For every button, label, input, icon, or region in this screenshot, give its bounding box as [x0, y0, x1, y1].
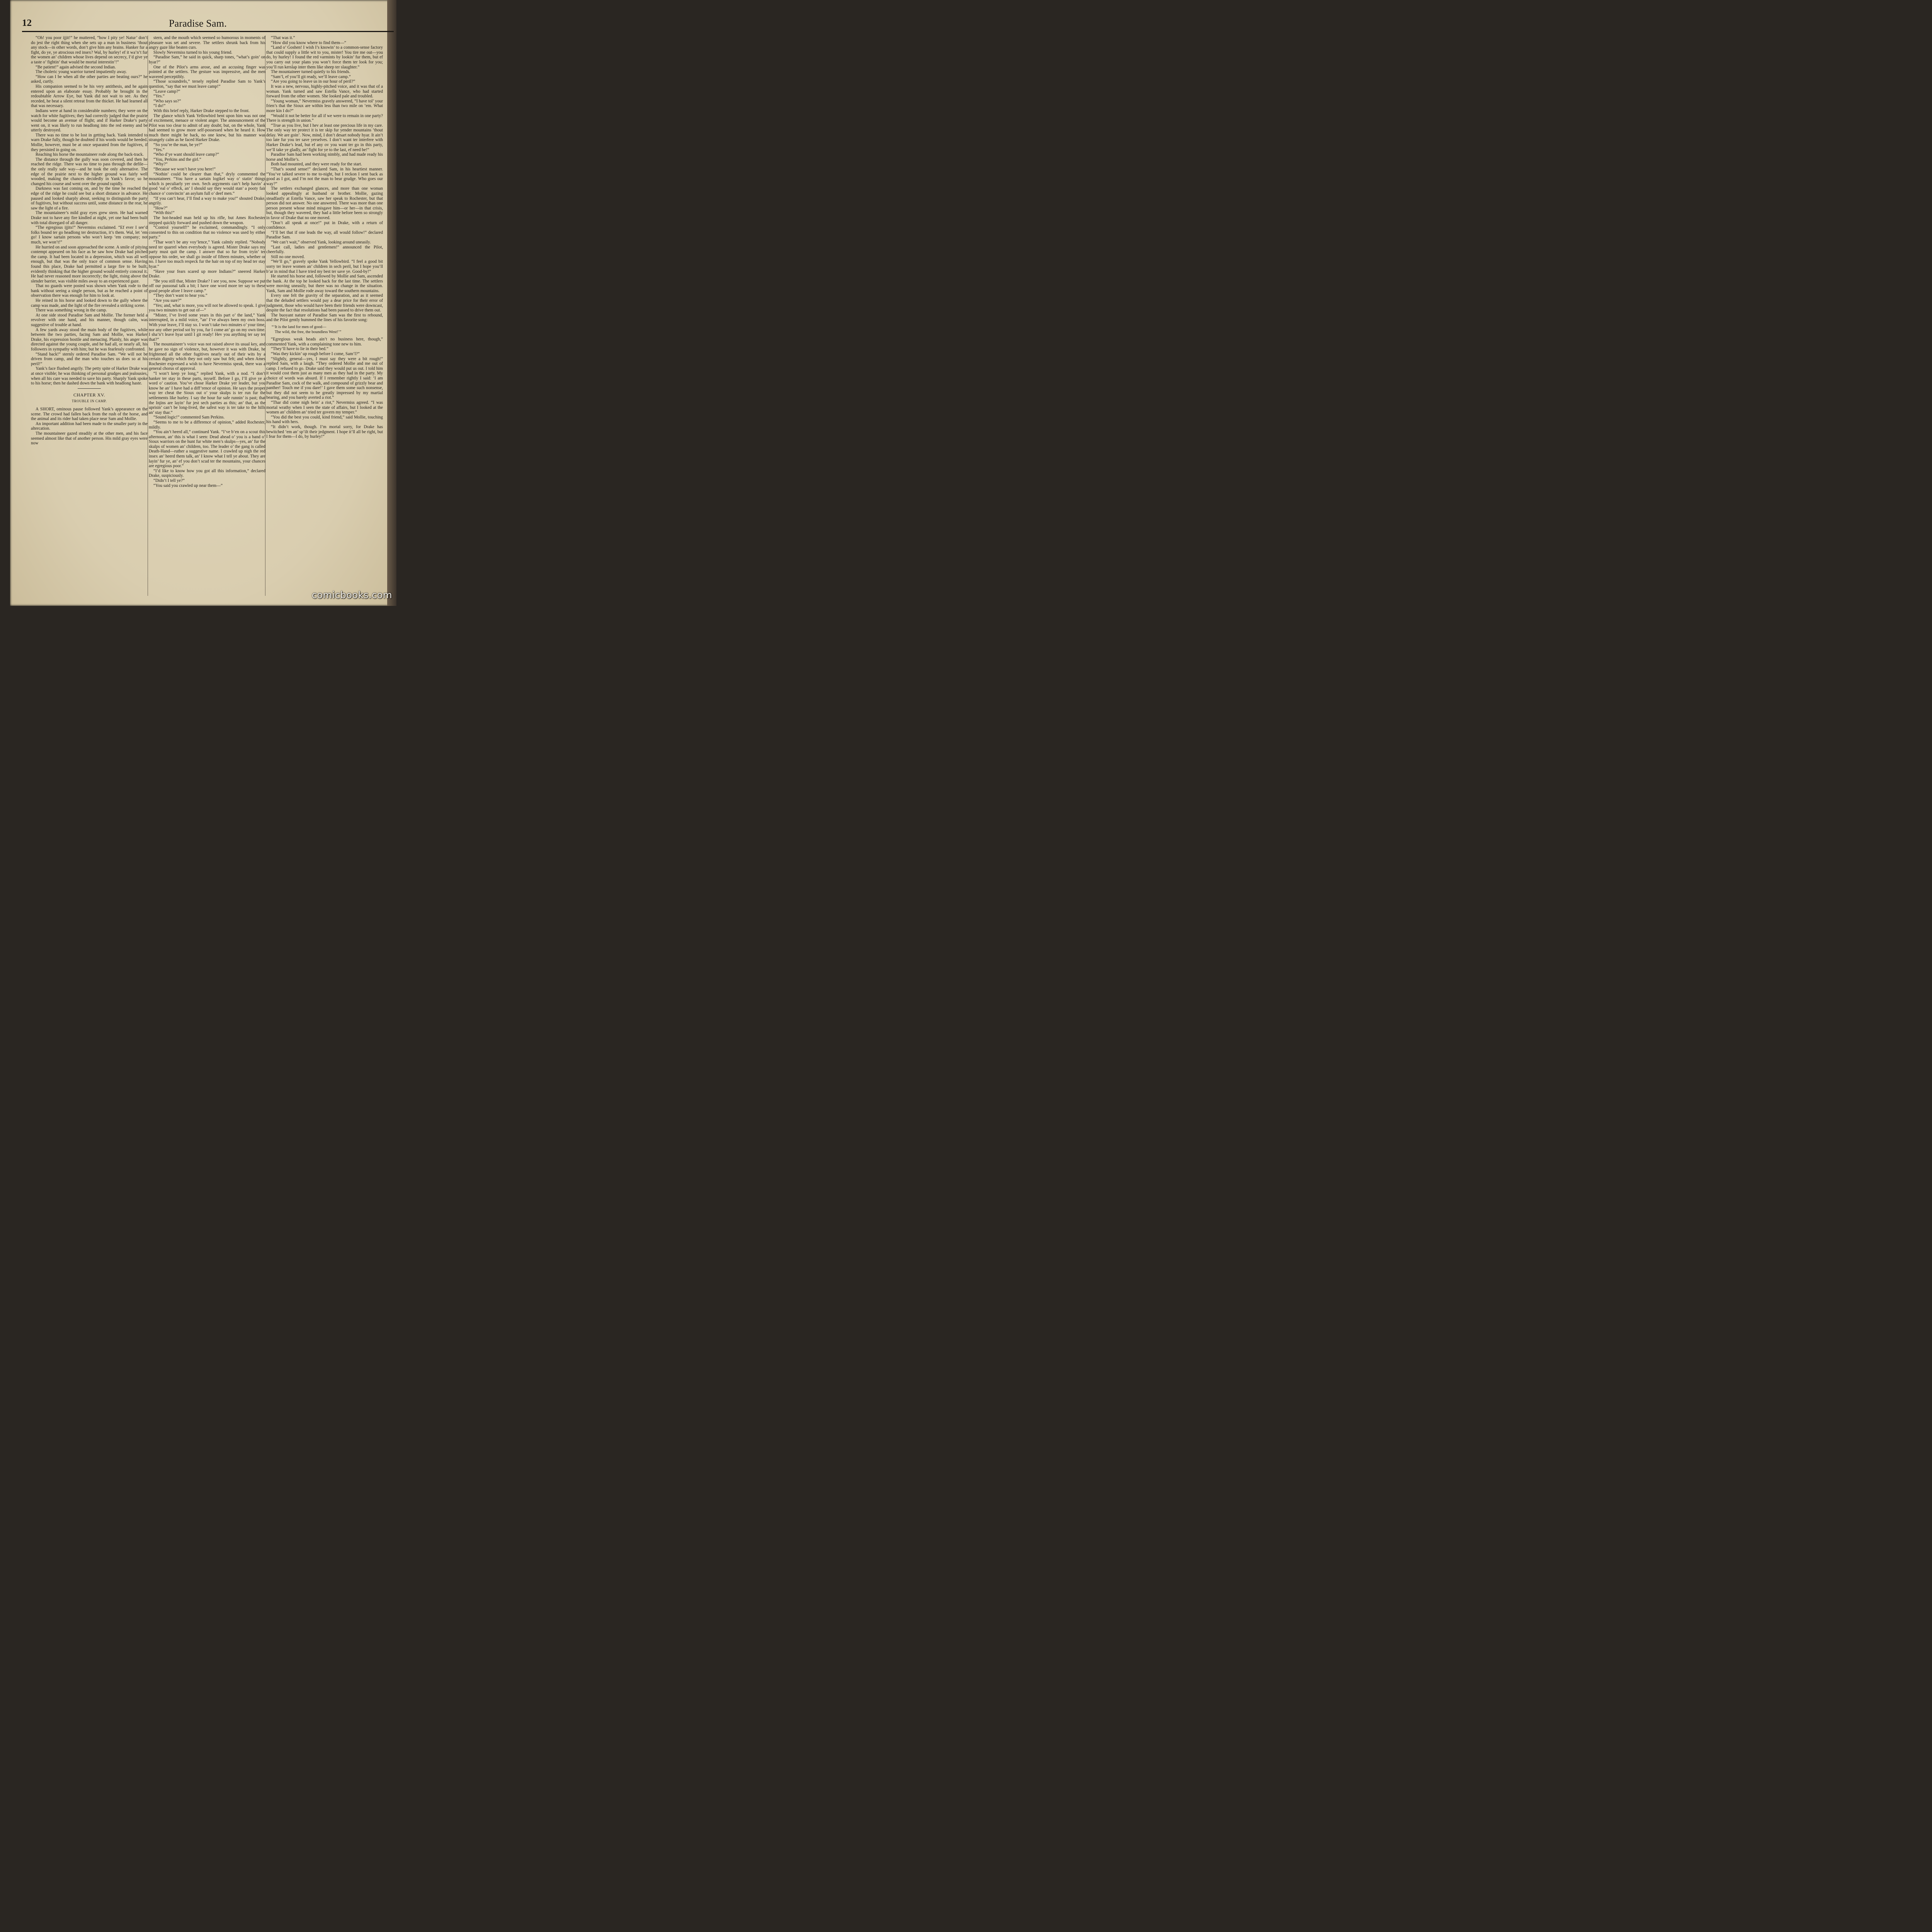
- paragraph: “Stand back!” sternly ordered Paradise Sam. “We will not be driven from camp, and the man who touches us does so at his peril!”: [31, 352, 148, 366]
- paragraph: With this brief reply, Harker Drake stepped to the front.: [153, 108, 250, 113]
- paragraph: “The egregious ijjits!” Nevermiss exclaimed. “Ef ever I see’d folks bound ter go headlong ter destruction, it’s them. Wal, let ’em go! I know sartain persons who won’t keep ’em company; not much, we won’t!”: [31, 225, 148, 245]
- paragraph: There was no time to be lost in getting back. Yank intended to warn Drake fully, though he doubted if his words would be heeded. Mollie, however, must be at once separated from the fugitives, if they persisted in going on.: [31, 133, 148, 152]
- chapter-number: CHAPTER XV.: [73, 392, 105, 398]
- paragraph: “Don’t all speak at once!” put in Drake, with a return of confidence.: [266, 220, 383, 230]
- paragraph: “Paradise Sam,” he said in quick, sharp tones, “what’s goin’ on hyar?”: [149, 55, 265, 65]
- paragraph: He hurried on and soon approached the scene. A smile of pitying contempt appeared on his face as he saw how Drake had pitched the camp. It had been located in a depression, which was all well enough, but that was the only trace of common sense. Having found this place, Drake had permitted a large fire to be built, evidently thinking that the higher ground would entirely conceal it. He had never reasoned more incorrectly; the light, rising above the slender barrier, was visible miles away to an experienced gaze.: [31, 245, 148, 284]
- text-column-1: [31, 36, 148, 597]
- paragraph: The buoyant nature of Paradise Sam was the first to rebound, and the Pilot gently hummed the lines of his favorite song:: [266, 313, 383, 323]
- paragraph: “Sound logic!” commented Sam Perkins.: [153, 415, 225, 420]
- paragraph: “Why?”: [153, 162, 168, 167]
- paragraph: “That was it.”: [271, 36, 295, 40]
- paragraph: stern, and the mouth which seemed so humorous in moments of pleasure was set and severe. The settlers shrunk back from his angry gaze like beaten curs.: [149, 36, 265, 50]
- paragraph: Paradise Sam had been working nimbly, and had made ready his horse and Mollie’s.: [266, 152, 383, 162]
- paragraph: “Was they kickin’ up rough before I come, Sam’l?”: [271, 352, 360, 356]
- paragraph: Indians were at hand in considerable numbers; they were on the watch for white fugitives; they had correctly judged that the prairie would become an avenue of flight; and if Harker Drake’s party went on, it was likely to run headlong into the red enemy and be utterly destroyed.: [31, 108, 148, 133]
- paragraph: “Control yourself!” he exclaimed, commandingly. “I only consented to this on condition that no violence was used by either party.”: [149, 225, 265, 240]
- paragraph: “Egregious weak heads ain’t no business here, though,” commented Yank, with a complaining tone new to him.: [266, 337, 383, 347]
- paragraph: The distance through the gully was soon covered, and then he reached the ridge. There was no time to pass through the defile—the only really safe way—and he took the only alternative. The edge of the prairie next to the higher ground was fairly well wooded, making the chances decidedly in Yank’s favor; so he changed his course and went over the ground rapidly.: [31, 157, 148, 186]
- paragraph: “Because we won’t have you here!”: [153, 167, 216, 172]
- paragraph: “They’ll have to lie in their bed.”: [271, 347, 328, 352]
- paragraph: “So you’re the man, be ye?”: [153, 143, 202, 148]
- paragraph: “I do!”: [153, 104, 166, 109]
- paragraph: A SHORT, ominous pause followed Yank’s appearance on the scene. The crowd had fallen back from the rush of the horse, and the animal and its rider had taken place near Sam and Mollie.: [31, 406, 148, 422]
- paragraph: “How did you know where to find them—”: [271, 40, 346, 45]
- paragraph: Every one felt the gravity of the separation, and as it seemed that the deluded settlers would pay a dear price for their error of judgment, those who would have been their friends were downcast, despite the fact that resolutions had been passed to drive them out.: [266, 293, 383, 313]
- chapter-title: TROUBLE IN CAMP.: [71, 399, 107, 403]
- paragraph: “Are you sure?”: [153, 298, 182, 303]
- paragraph: The mountaineer gazed steadily at the other men, and his face seemed almost like that of another person. His mild gray eyes were now: [31, 431, 148, 446]
- paragraph: An important addition had been made to the smaller party in the altercation.: [31, 421, 148, 431]
- paragraph: “I won’t keep ye long,” replied Yank, with a nod. “I don’t hanker ter stay in these parts, myself. Before I go, I’ll give ye a word o’ caution. You’ve chose Harker Drake yer leader, but you know he an’ I have had a diff’rence of opinion. He says the proper way ter cheat the Sioux out o’ your skulps is ter run fur the settlements like hurley. I say the hour fur safe runnin’ is past; that the Injins are layin’ fur jest sech parties as this; an’ that, as the uprisin’ can’t be long-lived, the safest way is ter take to the hills an’ stay thar.”: [149, 371, 265, 415]
- paragraph: “It didn’t work, though. I’m mortal sorry, for Drake has bewitched ’em an’ sp’ilt their jedgment. I hope it’ll all be right, but I fear for them—I do, by hurley!”: [266, 424, 383, 439]
- text-column-3: [266, 36, 383, 597]
- paragraph: “Mister, I’ve lived some years in this part o’ the land,” Yank interrupted, in a mild voice, “an’ I’ve always been my own boss. With your leave, I’ll stay so. I won’t take two minutes o’ your time, nor any other period sot by you, fur I come an’ go on my own time. I sha’n’t leave hyar until I git ready! Hev you anything ter say ter that?”: [149, 313, 265, 342]
- paragraph: Reaching his horse the mountaineer rode along the back-track.: [36, 152, 144, 157]
- header-rule: [22, 31, 394, 32]
- song-verse: [272, 325, 383, 335]
- paragraph: “Are you going to leave us in our hour of peril?”: [271, 79, 355, 84]
- paragraph: “Young woman,” Nevermiss gravely answered, “I have tol’ your frien’s that the Sioux are within less than two mile on ’em. What more kin I do?”: [266, 99, 383, 113]
- text-column-2: [149, 36, 265, 597]
- paragraph: “You, Perkins and the girl.”: [153, 157, 201, 162]
- paragraph: “I’ll bet that if one leads the way, all would follow!” declared Paradise Sam.: [266, 230, 383, 240]
- paragraph: “I’d like to know how you got all this information,” declared Drake, suspiciously.: [149, 468, 265, 478]
- paragraph: There was something wrong in the camp.: [36, 308, 107, 313]
- paragraph: The glance which Yank Yellowbird bent upon him was not one of excitement, menace or violent anger. The announcement of the Pilot was too clear to admit of any doubt; but, on the whole, Yank had seemed to grow more self-possessed when he heard it. How much there might be back, no one knew, but his manner was strangely calm as he faced Harker Drake.: [149, 113, 265, 143]
- paragraph: “You ain’t heerd all,” continued Yank. “I’ve b’en on a scout this afternoon, an’ this is what I seen: Dead ahead o’ you is a band o’ Sioux warriors on the hunt fur white men’s skulps—yes, an’ fur the skulps of women an’ children, too. The leader o’ the gang is called Death-Hand—ruther a suggestive name. I crawled up nigh the red insex an’ heerd them talk, an’ I know what I tell ye about. They are layin’ fur ye, an’ ef you don’t scud ter the mountains, your chances are egregious poor.”: [149, 430, 265, 469]
- paragraph: Darkness was fast coming on, and by the time he reached the edge of the ridge he could see but a short distance in advance. He paused and looked sharply about, seeking to distinguish the party of fugitives, but without success until, some distance in the rear, he saw the light of a fire.: [31, 186, 148, 211]
- paragraph: He reined in his horse and looked down to the gully where the camp was made, and the light of the fire revealed a striking scene.: [31, 298, 148, 308]
- paragraph: At one side stood Paradise Sam and Mollie. The former held a revolver with one hand, and his manner, though calm, was suggestive of trouble at hand.: [31, 313, 148, 328]
- paragraph: The mountaineer’s mild gray eyes grew stern. He had warned Drake not to have any fire kindled at night, yet one had been built with total disregard of all danger.: [31, 211, 148, 225]
- chapter-rule: [78, 388, 101, 389]
- paragraph: “True as you live, but I hev at least one precious life in my care. The only way ter protect it is ter skip fur yender mountains ’thout delay. We are goin’. Now, mind, I don’t desart nobody hyar. It ain’t too late fur you ter save yerselves. I don’t want ter interfere with Harker Drake’s lead, but ef any ov you want ter go in this party, we’ll take ye gladly, an’ fight for ye to the last, ef need be!”: [266, 123, 383, 152]
- paragraph: “We’ll go,” gravely spoke Yank Yellowbird. “I feel a good bit sorry ter leave women an’ children in sech peril, but I hope you’ll b’ar in mind that I have tried my best ter save ye. Good-by!”: [266, 259, 383, 274]
- paragraph: “If you can’t hear, I’ll find a way to make you!” shouted Drake, angrily.: [149, 196, 265, 206]
- paragraph: “You did the best you could, kind friend,” said Mollie, touching his hand with hers.: [266, 415, 383, 425]
- paragraph: “Who d’ye want should leave camp?”: [153, 152, 219, 157]
- paragraph: The mountaineer’s voice was not raised above its usual key, and he gave no sign of violence, but, however it was with Drake, he frightened all the other fugitives nearly out of their wits by a certain dignity which they not only saw but felt; and when Ames Rochester expressed a wish to have Nevermiss speak, there was a general chorus of approval.: [149, 342, 265, 371]
- paragraph: “Yes.”: [153, 94, 165, 99]
- paragraph: “Slightly, general—yes, I must say they were a bit rough!” replied Sam, with a laugh. “They ordered Mollie and me out of camp. I refused to go. Drake said they would put us out. I told him it would cost them just as many men as they had in the party. My choice of words was absurd. If I remember rightly I said: ‘I am Paradise Sam, cock of the walk, and compound of grizzly bear and panther! Touch me if you dare!’ I gave them some such nonsense, but they did not seem to be greatly impressed by my martial bearing, and you barely averted a riot.”: [266, 356, 383, 400]
- paragraph: “Last call, ladies and gentlemen!” announced the Pilot, cheerfully.: [266, 245, 383, 255]
- paragraph: “We can’t wait,” observed Yank, looking around uneasily.: [271, 240, 371, 245]
- paragraph: “That’s sound sense!” declared Sam, in his heartiest manner. “You’ve talked severe to me to-night, but I reckon I sent back as good as I got, and I’m not the man to bear grudge. Who goes our way?”: [266, 167, 383, 186]
- paragraph: The hot-headed man held up his rifle, but Ames Rochester stepped quickly forward and pushed down the weapon.: [149, 215, 265, 225]
- paragraph: “How?”: [153, 206, 168, 211]
- paragraph: “Those scoundrels,” tersely replied Paradise Sam to Yank’s question, “say that we must leave camp!”: [149, 79, 265, 89]
- paragraph: Both had mounted, and they were ready for the start.: [271, 162, 362, 167]
- paragraph: Still no one moved.: [271, 254, 305, 259]
- paragraph: “Thar did come nigh bein’ a riot,” Nevermiss agreed. “I was mortal wrathy when I seen the state of affairs, but I looked at the women an’ children an’ tried ter govern my temper.”: [266, 400, 383, 415]
- paragraph: “Who says so?”: [153, 99, 181, 104]
- verse-line: “‘It is the land for men of good—: [272, 325, 327, 330]
- paragraph: “Leave camp?”: [153, 89, 180, 94]
- page-title: Paradise Sam.: [169, 18, 227, 29]
- paragraph: “They don’t want to hear you.”: [153, 293, 207, 298]
- paragraph: “Have your fears scared up more Indians?” sneered Harker Drake.: [149, 269, 265, 279]
- paragraph: “Be you still thar, Mister Drake? I see you, now. Suppose we put off our pussonal talk a bit; I have one word more ter say to these good people afore I leave camp.”: [149, 279, 265, 293]
- paragraph: One of the Pilot’s arms arose, and an accusing finger was pointed at the settlers. The gesture was impressive, and the men wavered perceptibly.: [149, 65, 265, 79]
- paragraph: The choleric young warrior turned impatiently away.: [36, 70, 127, 75]
- paragraph: “Be patient!” again advised the second Indian.: [36, 65, 116, 70]
- verse-line: The wild, the free, the boundless West!’”: [275, 330, 342, 334]
- paragraph: “Sam’l, ef you’ll git ready, we’ll leave camp.”: [271, 74, 351, 79]
- paragraph: “With this!”: [153, 211, 175, 216]
- paragraph: “Seems to me to be a difference of opinion,” added Rochester, mildly.: [149, 420, 265, 430]
- page-header: [22, 18, 393, 32]
- watermark: comicbooks.com: [311, 590, 392, 600]
- page-number: 12: [22, 18, 32, 28]
- paragraph: The settlers exchanged glances, and more than one woman looked appealingly at husband or brother. Mollie, gazing steadfastly at Estella Vance, saw her speak to Rochester, but that person did not answer. No one answered. There was more than one person present whose mind misgave him—or her—in that crisis, but, though they wavered, they had a little before been so strongly in favor of Drake that no one moved.: [266, 186, 383, 220]
- paragraph: “Oh! you poor ijjit!” he muttered, “how I pity ye! Natur’ don’t do jest the right thing when she sets up a man in business ’thout any stock—in other words, don’t give him any brains. Hanker fur a fight, do ye, ye atrocious red insex? Wal, by hurley! ef it wa’n’t fur the women an’ children whose lives depend on secrecy, I’d give ye a taste o’ fightin’ that would be mortal interestin’!”: [31, 36, 148, 65]
- paragraph: “Thar won’t be any voy’lence,” Yank calmly replied. “Nobody need ter quarrel when everybody is agreed. Mister Drake says my party must quit the camp. I answer that so fur from tryin’ ter oppose his order, we shall go inside of fifteen minutes, whether or no. I have too much respeck fur the hair on top of my head ter stay hyar.”: [149, 240, 265, 269]
- paragraph: “You said you crawled up near them—”: [153, 483, 223, 488]
- paragraph: “Would it not be better for all if we were to remain in one party? There is strength in union.”: [266, 113, 383, 123]
- paragraph: “Yes; and, what is more, you will not be allowed to speak. I give you two minutes to get out of—”: [149, 303, 265, 313]
- paragraph: Yank’s face flushed angrily. The petty spite of Harker Drake was at once visible; he was thinking of personal grudges and jealousies, when all his care was needed to save his party. Sharply Yank spoke to his horse; then he dashed down the bank with headlong haste.: [31, 366, 148, 386]
- paragraph: Slowly Nevermiss turned to his young friend.: [153, 50, 233, 55]
- paragraph: It was a new, nervous, highly-pitched voice, and it was that of a woman. Yank turned and saw Estella Vance, who had started forward from the other women. She looked pale and troubled.: [266, 84, 383, 99]
- paragraph: He started his horse and, followed by Mollie and Sam, ascended the bank. At the top he looked back for the last time. The settlers were moving uneasily, but there was no change in the situation. Yank, Sam and Mollie rode away toward the southern mountains.: [266, 274, 383, 293]
- paragraph: “How can I be when all the other parties are beating ours?” he asked, curtly.: [31, 74, 148, 84]
- paragraph: That no guards were posted was shown when Yank rode to the bank without seeing a single person, but as he reached a point of observation there was enough for him to look at.: [31, 284, 148, 298]
- spine: [387, 0, 396, 606]
- paragraph: “Land o’ Goshen! I wish I’s knowin’ to a common-sense factory that could supply a little wit to you, mister! You tire me out—you do, by hurley! I found the red varmints by lookin’ fur them, but ef you carry out your plans you won’t force them ter look for you; you’ll run kerslap inter them like sheep ter slaughter.”: [266, 45, 383, 70]
- paragraph: His companion seemed to be his very antithesis, and he again entered upon an elaborate essay. Probably he brought in the redoubtable Arrow Eye, but Yank did not wait to see. As they receded, he beat a silent retreat from the thicket. He had learned all that was necessary.: [31, 84, 148, 109]
- paragraph: The mountaineer turned quietly to his friends.: [271, 70, 350, 75]
- paragraph: A few yards away stood the main body of the fugitives, while between the two parties, facing Sam and Mollie, was Harker Drake, his expression hostile and menacing. Plainly, his anger was directed against the young couple, and he had all, or nearly all, his followers in sympathy with him; but he was fearlessly confronted.: [31, 327, 148, 352]
- paragraph: “Yes.”: [153, 147, 165, 152]
- paragraph: “Nothin’ could be clearer than that,” dryly commented the mountaineer. “You have a sartain logikel way o’ statin’ things which is peculiarly yer own. Sech argyments can’t help havin’ a good ’eal o’ effeck, an’ I should say they would stan’ a pooty fair chance o’ convincin’ an asylum full o’ deef men.”: [149, 172, 265, 196]
- paragraph: “Didn’t I tell ye?”: [153, 478, 185, 483]
